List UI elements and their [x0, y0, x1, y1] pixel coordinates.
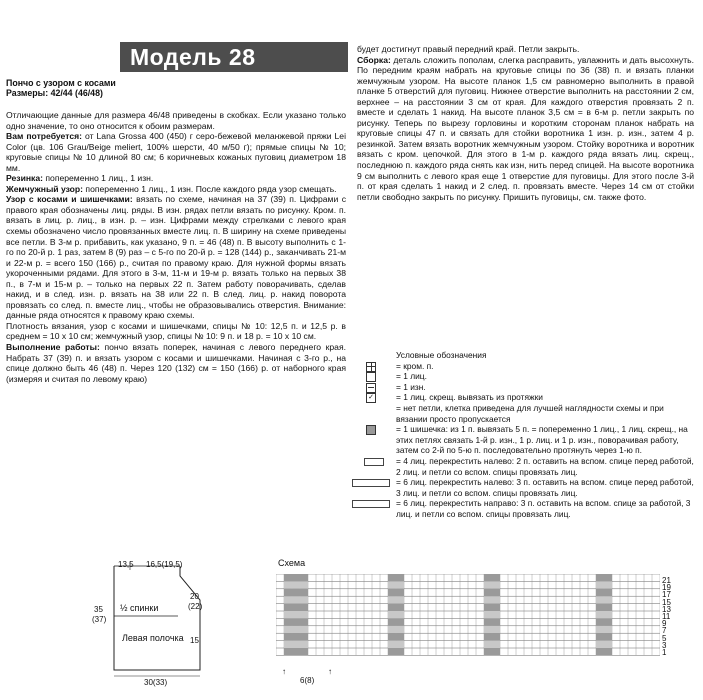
label-left-front: Левая полочка — [122, 633, 184, 643]
model-title-banner — [120, 42, 348, 72]
cable-right-6-icon — [352, 500, 390, 508]
model-title: Модель 28 — [130, 44, 256, 70]
twisted-knit-symbol-icon: ✓ — [366, 393, 376, 403]
dim-top-right: 16,5(19,5) — [146, 560, 183, 569]
legend-item: = 1 шишечка: из 1 п. вывязать 5 п. = попеременно 1 лиц., 1 лиц. скрещ., на этих петлях связать 1-й р. изн., 1 р. лиц. и 1 р. изн., поворачивая работу, затем со 2-й по 5-ю п. последовательно протянуть через 1-ю п. — [366, 424, 696, 456]
dim-right-lower: 15 — [190, 636, 199, 645]
kromka-symbol-icon — [366, 362, 376, 372]
legend-item: = нет петли, клетка приведена для лучшей наглядности схемы и при вязании просто пропускается — [366, 403, 696, 424]
paragraph-gauge: Плотность вязания, узор с косами и шишечками, спицы № 10: 12,5 п. и 12,5 р. в среднем = 10 х 10 см; жемчужный узор, спицы № 10: 9 п. и 18 р. = 10 х 10 см. — [6, 320, 346, 342]
dim-right-main: 20 — [190, 592, 199, 601]
dim-top-left: 13,5 — [118, 560, 134, 569]
no-stitch-symbol-icon — [366, 404, 374, 412]
pattern-subtitle: Пончо с узором с косами — [6, 78, 116, 88]
legend-item: = 6 лиц. перекрестить направо: 3 п. оставить на вспом. спице за работой, 3 лиц. и петли со вспом. спицы провязать лиц. — [366, 498, 696, 519]
paragraph-assembly: Сборка: деталь сложить пополам, слегка расправить, увлажнить и дать высохнуть. По передним краям набрать на круговые спицы по 36 (38) п. и вязать планки жемчужным узором. На высоте планок 1,5 см равномерно выполнить в правой планке 5 отверстий для пуговиц. Нижнее отверстие выполнить на расстоянии 2 см, верхнее – на расстоянии 3 см от края. Для каждого отверстия провязать 2 п. вместе и сделать 1 накид. На высоте планок 3,5 см = в 6-м р. петли закрыть по рисунку. Теперь по вырезу горловины и коротким сторонам планок набрать на круговые спицы 47 п. и связать для стойки воротника 1 изн. р. изн., затем 4 р. резинкой. Затем вязать воротник жемчужным узором. Стойку воротника и воротник вязать с кром. цепочкой. Для этого в 1-м р. каждого ряда вязать лиц. скрещ., последнюю п. каждого ряда снять как изн, нить перед спицей. На высоте воротника 9 см выполнить с левого края еще 1 отверстие для пуговицы. Для этого после 3-й п. от края сделать 1 накид и 2 след. п. провязать вместе. Через 14 см от стойки петли свободно закрыть по рисунку. Пришить пуговицы, см. также фото. — [357, 54, 694, 202]
label-half-back: ½ спинки — [120, 603, 159, 613]
paragraph-cable-pattern: Узор с косами и шишечками: вязать по схеме, начиная на 37 (39) п. Цифрами с правого края обозначены лиц. ряды. В изн. рядах петли вязать по рисунку. Кром. п. вязать в лиц. р. лиц., в изн. р. – изн. Цифрами между стрелками с левого края схемы обозначено число провязанных вместе лиц. п. В ширину на схеме приведены все петли. В 3-м р. прибавить, как указано, 9 п. = 46 (48) п. В высоту выполнить с 1-го по 20-й р. 1 раз, затем 8 (9) раз – с 5-го по 20-й р. = 128 (144) р., заканчивать 21-м и 22-м р. = всего 150 (166) р., считая по правому краю. Для нужной формы вязать укороченными рядами. Для этого в 3-м, 11-м и 19-м р. вязать только на первых 38 п., в 7-м и 15-м р. – только на первых 22 п. Затем работу поворачивать, сделав накид, и в след. изн. р. вязать на 38 или 22 п. В след. лиц. р. накид поворота провязать со след. п. вместе лиц., чтобы не образовывались отверстия. Внимание: данные ряда относятся к правому краю схемы. — [6, 194, 346, 321]
paragraph-materials: Вам потребуется: от Lana Grossa 400 (450) г серо-бежевой меланжевой пряжи Lei Color (цв. 106 Grau/Beige meliert, 100% шерсти, 40 м/50 г); прямые спицы № 10; круговые спицы № 10 длиной 80 см; 6 коричневых кожаных пуговиц диаметром 18 мм. — [6, 131, 346, 173]
right-text-column — [357, 44, 694, 202]
dim-left-main: 35 — [94, 605, 103, 614]
paragraph-seed-stitch: Жемчужный узор: попеременно 1 лиц., 1 изн. После каждого ряда узор смещать. — [6, 183, 337, 194]
schema-bottom-label: 6(8) — [300, 676, 315, 685]
arrow-up-icon: ↑ — [282, 667, 286, 676]
dim-right-sub: (22) — [188, 602, 203, 611]
dim-left-sub: (37) — [92, 615, 107, 624]
paragraph-rib: Резинка: попеременно 1 лиц., 1 изн. — [6, 173, 154, 184]
paragraph-intro: Отличающие данные для размера 46/48 приведены в скобках. Если указано только одно значение, то оно относится к обоим размерам. — [6, 110, 346, 131]
knit-symbol-icon — [366, 372, 376, 382]
legend-item: = 1 изн. — [366, 382, 696, 393]
symbol-legend — [366, 350, 696, 520]
legend-item: = 4 лиц. перекрестить налево: 2 п. оставить на вспом. спице перед работой, 2 лиц. и петли со вспом. спицы провязать лиц. — [366, 456, 696, 477]
legend-item: = 6 лиц. перекрестить налево: 3 п. оставить на вспом. спице перед работой, 3 лиц. и петли со вспом. спицы провязать лиц. — [366, 477, 696, 498]
schema-row-numbers: 21 19 17 15 13 11 9 7 5 3 1 — [662, 576, 671, 658]
paragraph-instructions: Выполнение работы: пончо вязать поперек, начиная с левого переднего края. Набрать 37 (39) п. и вязать узором с косами и шишечками. Начиная с 3-го р., на спице должно быть 46 (48) п. Через 120 (132) см = 150 (166) р. от наборного края (измеряя и считая по левому краю) — [6, 342, 346, 384]
schema-title: Схема — [278, 558, 306, 568]
arrow-up-icon: ↑ — [328, 667, 332, 676]
cable-left-4-icon — [364, 458, 384, 466]
legend-item: ✓ = 1 лиц. скрещ. вывязать из протяжки — [366, 392, 696, 403]
cable-left-6-icon — [352, 479, 390, 487]
left-text-column — [6, 110, 346, 384]
paragraph-continuation: будет достигнут правый передний край. Петли закрыть. — [357, 44, 580, 54]
legend-item: = 1 лиц. — [366, 371, 696, 382]
sizes-line: Размеры: 42/44 (46/48) — [6, 88, 103, 98]
purl-symbol-icon — [366, 383, 376, 393]
legend-item: = кром. п. — [366, 361, 696, 372]
dim-bottom: 30(33) — [144, 678, 168, 687]
stitch-chart-grid — [276, 574, 660, 658]
legend-title: Условные обозначения — [396, 350, 487, 360]
bobble-symbol-icon — [366, 425, 376, 435]
